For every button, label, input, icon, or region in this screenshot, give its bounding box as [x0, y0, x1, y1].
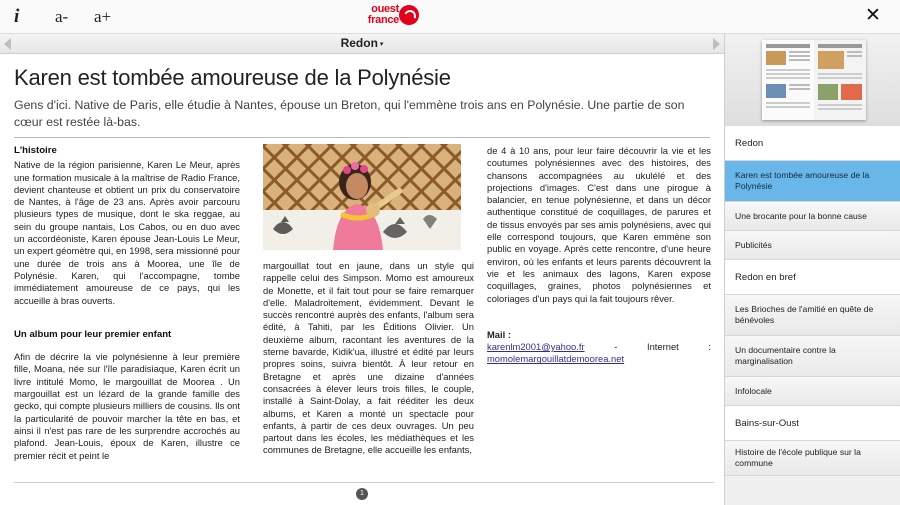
sidebar-section-header[interactable] — [725, 126, 900, 161]
sidebar-section-header[interactable] — [725, 260, 900, 295]
paragraph-history: Native de la région parisienne, Karen Le Meur, après une formation musicale à la maîtrise de Radio France, devient chanteuse et obtient un prix du conservatoire de Nantes, à l'âge de 23 ans. Après avoir parcouru plusieurs types de musique, dont le ska reggae, au sein du groupe nantais, Los Cabos, ou en duo avec un accordéoniste, Karen épouse Jean-Louis Le Meur, un expert géomètre qui, en 1998, sera missionné pour une durée de trois ans à Moorea, une île de Polynésie. Karen, qui l'accompagne, tombe immédiatement amoureuse de ce pays, qui les accueille à bras ouverts. — [14, 159, 240, 306]
ouest-france-logo — [355, 4, 419, 30]
sidebar — [724, 34, 900, 505]
email-link[interactable]: karenlm2001@yahoo.fr — [487, 341, 585, 353]
article-navigation-list — [725, 126, 900, 476]
contact-line — [487, 341, 711, 353]
sidebar-article-item[interactable] — [725, 231, 900, 260]
sidebar-item-label: Publicités — [735, 239, 772, 250]
page-indicator[interactable]: 1 — [356, 488, 368, 500]
sidebar-section-header[interactable] — [725, 406, 900, 441]
logo-line-1: ouest — [371, 3, 399, 15]
article-lede: Gens d'ici. Native de Paris, elle étudie à Nantes, épouse un Breton, qui l'emmène trois ans en Polynésie. Une partie de son cœur est restée là-bas. — [14, 98, 685, 129]
close-button[interactable]: ✕ — [865, 5, 881, 26]
article-headline: Karen est tombée amoureuse de la Polynésie — [14, 65, 451, 90]
next-page-arrow-icon[interactable] — [713, 38, 720, 50]
divider — [14, 137, 710, 138]
paragraph-col3: de 4 à 10 ans, pour leur faire découvrir la vie et les coutumes polynésiennes avec des histoires, des chansons accompagnées au ukulélé et des projections d'images. C'est dans une pirogue à balancier, en tenue polynésienne, et dans un décor authentique constitué de coquillages, de parures et de tissus envoyés par ses amis polynésiens, avec qui elle correspond toujours, que Karen emmène son public en voyage. Après cette rencontre, d'une heure environ, où les enfants et leurs parents découvrent la vie et les animaux des lagons, Karen expose coquillages, graines, photos polynésiennes et coloriages d'un pays qui la fait toujours rêver. — [487, 145, 711, 304]
article-column-3 — [487, 145, 711, 366]
article-column-1 — [14, 145, 240, 462]
article-photo[interactable] — [263, 144, 461, 250]
internet-colon: : — [708, 341, 711, 353]
sidebar-item-label: Un documentaire contre la marginalisation — [735, 345, 836, 366]
paragraph-col2: margouillat tout en jaune, dans un style qui rappelle celui des Simpson. Momo est amoureux de Monette, et il fait tout pour se faire remarquer d'elle. Maladroitement, évidemment. Devant le succès rencontré auprès des enfants, l'album sera édité, à Tahiti, par les Éditions Olivier. Un deuxième album, racontant les aventures de la sterne bavarde, Kidik'ua, illustré et édité par leurs propres soins, suivra bientôt. À leur retour en Bretagne et après une dizaine d'années consacrées à élever leurs trois filles, le couple, installé à Saint-Dolay, a fait rééditer les deux albums, et Karen a monté un spectacle pour enfants, à partir de ces deux ouvrages. Un peu partout dans les écoles, les médiathèques et les communes de Bretagne, elle accueille les enfants, — [263, 260, 474, 456]
sidebar-item-label: Bains-sur-Oust — [735, 417, 799, 429]
sidebar-item-label: Une brocante pour la bonne cause — [735, 210, 867, 221]
paragraph-album: Afin de décrire la vie polynésienne à leur première fille, Moana, née sur l'île paradisiaque, Karen écrit un livre intitulé Momo, le margouillat de Moorea . Un margouillat est un lézard de la grande famille des gecko, qui compte plusieurs milliers de cousins. Ils ont la particularité de pouvoir marcher la tête en bas, et ainsi il n'est pas rare de les surprendre accrochés au plafond. Jean-Louis, époux de Karen, illustre ce premier récit et peint le — [14, 351, 240, 461]
article-column-2 — [263, 260, 474, 457]
section-title: Redon — [340, 36, 378, 50]
sidebar-article-item[interactable] — [725, 336, 900, 377]
info-button[interactable]: i — [14, 6, 20, 27]
sidebar-article-item[interactable] — [725, 295, 900, 336]
website-link[interactable]: momolemargouillatdemoorea.net — [487, 353, 625, 365]
font-increase-button[interactable]: a+ — [94, 7, 112, 26]
chevron-down-icon: ▾ — [379, 40, 384, 48]
sidebar-item-label: Les Brioches de l'amitié en quête de bénévoles — [735, 304, 874, 325]
font-decrease-button[interactable]: a- — [55, 7, 69, 26]
thumbnail-icon — [762, 40, 866, 120]
mail-label: Mail : — [487, 328, 511, 340]
sidebar-item-label: Histoire de l'école publique sur la commune — [735, 447, 861, 468]
subheading-history: L'histoire — [14, 145, 57, 156]
sidebar-article-item[interactable] — [725, 161, 900, 202]
logo-line-2: france — [367, 14, 399, 26]
section-selector[interactable] — [0, 36, 724, 50]
logo-wordmark — [355, 4, 399, 26]
sidebar-item-label: Redon — [735, 137, 764, 149]
page-thumbnail-area — [725, 34, 900, 126]
sidebar-item-label: Karen est tombée amoureuse de la Polynésie — [735, 170, 870, 191]
internet-label: Internet — [646, 341, 679, 353]
sidebar-item-label: Infolocale — [735, 385, 772, 396]
sidebar-article-item[interactable] — [725, 202, 900, 231]
logo-emblem-icon — [399, 5, 419, 25]
bottom-divider — [14, 482, 714, 483]
section-bar — [0, 34, 724, 54]
sidebar-article-item[interactable] — [725, 441, 900, 476]
top-toolbar — [0, 0, 900, 34]
sidebar-item-label: Redon en bref — [735, 271, 796, 283]
sidebar-article-item[interactable] — [725, 377, 900, 406]
photo-illustration — [263, 144, 461, 250]
page-thumbnail[interactable] — [762, 40, 866, 120]
contact-separator: - — [614, 341, 618, 353]
subheading-album: Un album pour leur premier enfant — [14, 328, 172, 340]
article — [0, 55, 724, 505]
